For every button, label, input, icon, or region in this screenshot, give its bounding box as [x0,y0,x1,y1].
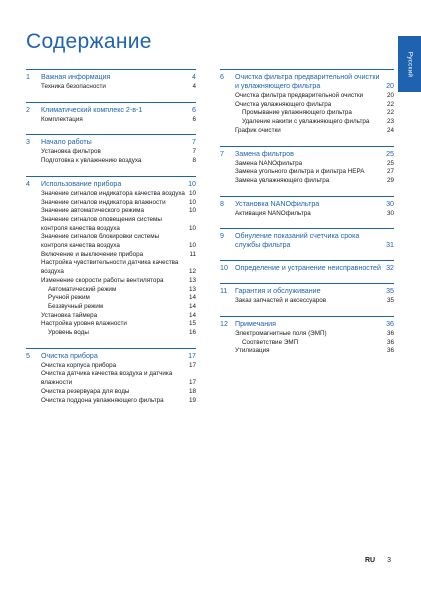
entry-page: 17 [188,361,196,369]
entry-title: Установка фильтров [41,148,101,156]
entry-title: Беззвучный режим [48,302,104,310]
toc-section-heading[interactable] [26,180,196,189]
toc-entry[interactable] [235,168,394,177]
section-title: Использование прибора [41,179,122,188]
toc-entry[interactable] [41,259,196,276]
entry-title: Автоматический режим [48,285,117,293]
section-title: Климатический комплекс 2-в-1 [41,105,143,114]
toc-entry[interactable] [41,207,196,216]
toc-section [220,228,394,250]
entry-title: Уровень воды [48,329,89,337]
section-number: 1 [26,73,30,81]
toc-entry[interactable] [235,297,394,306]
toc-entry[interactable] [41,190,196,199]
section-number: 4 [26,179,30,188]
section-number: 5 [26,351,30,360]
toc-subentry[interactable] [48,286,196,295]
toc-section [220,260,394,273]
toc-entry[interactable] [41,320,196,329]
entry-title: Значение сигналов блокировки системы контроля качества воздуха [41,233,160,250]
section-page: 25 [386,149,394,158]
toc-subentry[interactable] [242,109,394,118]
toc-entry[interactable] [41,116,196,125]
entry-page: 23 [386,118,394,126]
section-number: 11 [220,287,228,296]
entry-title: Очистка резервуара для воды [41,387,130,395]
toc-section-heading[interactable] [220,320,394,329]
entry-page: 25 [386,159,394,167]
entry-page: 20 [386,92,394,99]
toc-entry[interactable] [41,199,196,208]
toc-entry[interactable] [41,148,196,157]
toc-left-column [26,69,196,405]
section-page: 17 [188,351,196,360]
toc-section [220,146,394,186]
page-footer [365,557,391,564]
entry-title: Замена угольного фильтра и фильтра HEPA [235,168,365,176]
section-title: Определение и устранение неисправностей [235,264,381,273]
section-page: 31 [386,241,394,250]
entry-title: Подготовка к увлажнению воздуха [41,157,142,165]
entry-title: Значение сигналов оповещения системы контроля качества воздуха [41,215,162,232]
entry-title: Ручной режим [48,294,90,302]
entry-title: Очистка датчика качества воздуха и датчика влажности [41,370,173,387]
toc-section [220,283,394,306]
entry-title: Очистка поддона увлажняющего фильтра [41,396,164,404]
entry-title: Комплектация [41,115,83,123]
entry-title: Очистка корпуса прибора [41,361,117,369]
section-title: Очистка фильтра предварительной очистки и увлажняющего фильтра [235,73,380,90]
entry-page: 14 [188,302,196,310]
toc-entry[interactable] [41,397,196,406]
section-number: 8 [220,199,224,208]
toc-entry[interactable] [41,277,196,286]
entry-title: Установка таймера [41,311,98,319]
toc-entry[interactable] [41,157,196,166]
toc-section [220,316,394,356]
toc-subentry[interactable] [48,303,196,312]
entry-title: Значение сигналов индикатора влажности [41,198,166,206]
entry-page: 13 [188,285,196,293]
entry-page: 4 [192,83,196,90]
toc-section-heading[interactable] [220,73,394,91]
entry-title: Техника безопасности [41,83,106,90]
toc-section [26,348,196,406]
entry-title: Настройка уровня влажности [41,320,127,328]
section-number: 7 [220,149,224,158]
toc-entry[interactable] [41,370,196,387]
toc-section-heading[interactable] [220,150,394,159]
toc-entry[interactable] [235,347,394,356]
entry-page: 12 [188,268,196,276]
section-page: 35 [386,287,394,296]
toc-section-heading[interactable] [26,106,196,115]
entry-page: 11 [189,250,196,258]
section-page: 30 [386,199,394,208]
entry-page: 14 [188,294,196,302]
toc-section-heading[interactable] [26,352,196,361]
entry-page: 24 [386,126,394,134]
entry-page: 29 [386,176,394,184]
entry-page: 27 [386,168,394,176]
section-number: 3 [26,138,30,147]
entry-title: График очистки [235,126,281,134]
section-page: 10 [188,179,196,188]
toc-section-heading[interactable] [26,73,196,82]
entry-title: Значение автоматического режима [41,207,144,215]
toc-section-heading[interactable] [220,200,394,209]
entry-page: 15 [188,320,196,328]
entry-page: 19 [188,396,196,404]
entry-title: Промывание увлажняющего фильтра [242,109,352,117]
entry-title: Удаление накипи с увлажняющего фильтра [242,118,370,126]
toc-entry[interactable] [235,101,394,110]
entry-page: 22 [386,109,394,117]
toc-section [26,134,196,165]
entry-title: Очистка увлажняющего фильтра [235,100,332,108]
toc-entry[interactable] [41,388,196,397]
entry-title: Соответствие ЭМП [242,338,299,346]
entry-title: Активация NANOфильтра [235,209,311,217]
entry-title: Значение сигналов индикатора качества воздуха [41,189,185,197]
toc-entry[interactable] [235,127,394,136]
section-page: 36 [386,320,394,329]
section-title: Примечания [235,320,276,329]
entry-title: Включение и выключение прибора [41,250,144,258]
entry-title: Электромагнитные поля (ЭМП) [235,330,327,338]
entry-page: 17 [188,379,196,387]
section-page: 6 [192,105,196,114]
toc-section [26,176,196,338]
toc-entry[interactable] [235,92,394,101]
section-title: Обнуление показаний счетчика срока службы фильтра [235,232,360,250]
toc-entry[interactable] [41,216,196,233]
toc-subentry[interactable] [242,339,394,348]
entry-page: 6 [192,115,196,123]
entry-title: Утилизация [235,347,270,355]
entry-title: Изменение скорости работы вентилятора [41,276,164,284]
entry-page: 13 [188,276,196,284]
toc-entry[interactable] [41,233,196,250]
language-tab [398,36,421,92]
toc-section-heading[interactable] [26,138,196,147]
toc-subentry[interactable] [48,294,196,303]
entry-page: 10 [188,198,196,206]
entry-page: 14 [188,311,196,319]
toc-entry[interactable] [235,177,394,186]
entry-title: Заказ запчастей и аксессуаров [235,297,327,305]
footer-language: RU [365,557,376,564]
entry-page: 18 [188,387,196,395]
entry-page: 30 [386,209,394,217]
entry-page: 22 [386,100,394,108]
entry-title: Замена NANOфильтра [235,159,303,167]
language-tab-label: Русский [406,51,413,77]
toc-section [220,69,394,136]
section-title: Важная информация [41,73,111,81]
entry-page: 36 [386,338,394,346]
section-number: 12 [220,320,228,329]
toc-subentry[interactable] [242,118,394,127]
section-page: 4 [192,73,196,81]
toc-subentry[interactable] [48,329,196,338]
toc-entry[interactable] [41,362,196,371]
section-page: 32 [386,264,394,273]
section-number: 6 [220,73,224,81]
page-title: Содержание [26,30,152,53]
section-title: Очистка прибора [41,351,98,360]
entry-page: 8 [192,157,196,165]
toc-section-heading[interactable] [220,287,394,296]
section-number: 9 [220,232,224,241]
entry-page: 7 [192,148,196,156]
section-title: Установка NANOфильтра [235,199,320,208]
toc-section-heading[interactable] [220,264,394,273]
section-title: Начало работы [41,138,92,147]
entry-page: 10 [188,207,196,215]
entry-page: 10 [188,189,196,197]
entry-page: 36 [386,347,394,355]
toc-section-heading[interactable] [220,232,394,250]
entry-page: 10 [188,224,196,232]
entry-title: Замена увлажняющего фильтра [235,176,330,184]
toc-entry[interactable] [235,330,394,339]
toc-entry[interactable] [235,210,394,219]
toc-section [26,69,196,92]
entry-title: Настройка чувствительности датчика качества воздуха [41,259,179,276]
entry-page: 35 [386,297,394,305]
entry-page: 10 [188,242,196,250]
toc-entry[interactable] [41,83,196,92]
toc-section [220,196,394,219]
entry-page: 16 [188,329,196,337]
toc-right-column [220,69,394,356]
toc-entry[interactable] [235,160,394,169]
section-page: 7 [192,138,196,147]
section-title: Замена фильтров [235,149,294,158]
section-title: Гарантия и обслуживание [235,287,321,296]
section-number: 2 [26,105,30,114]
entry-page: 36 [386,330,394,338]
section-page: 20 [386,82,394,90]
footer-page-number: 3 [387,557,392,564]
toc-section [26,102,196,125]
section-number: 10 [220,264,228,273]
entry-title: Очистка фильтра предварительной очистки [235,92,364,99]
